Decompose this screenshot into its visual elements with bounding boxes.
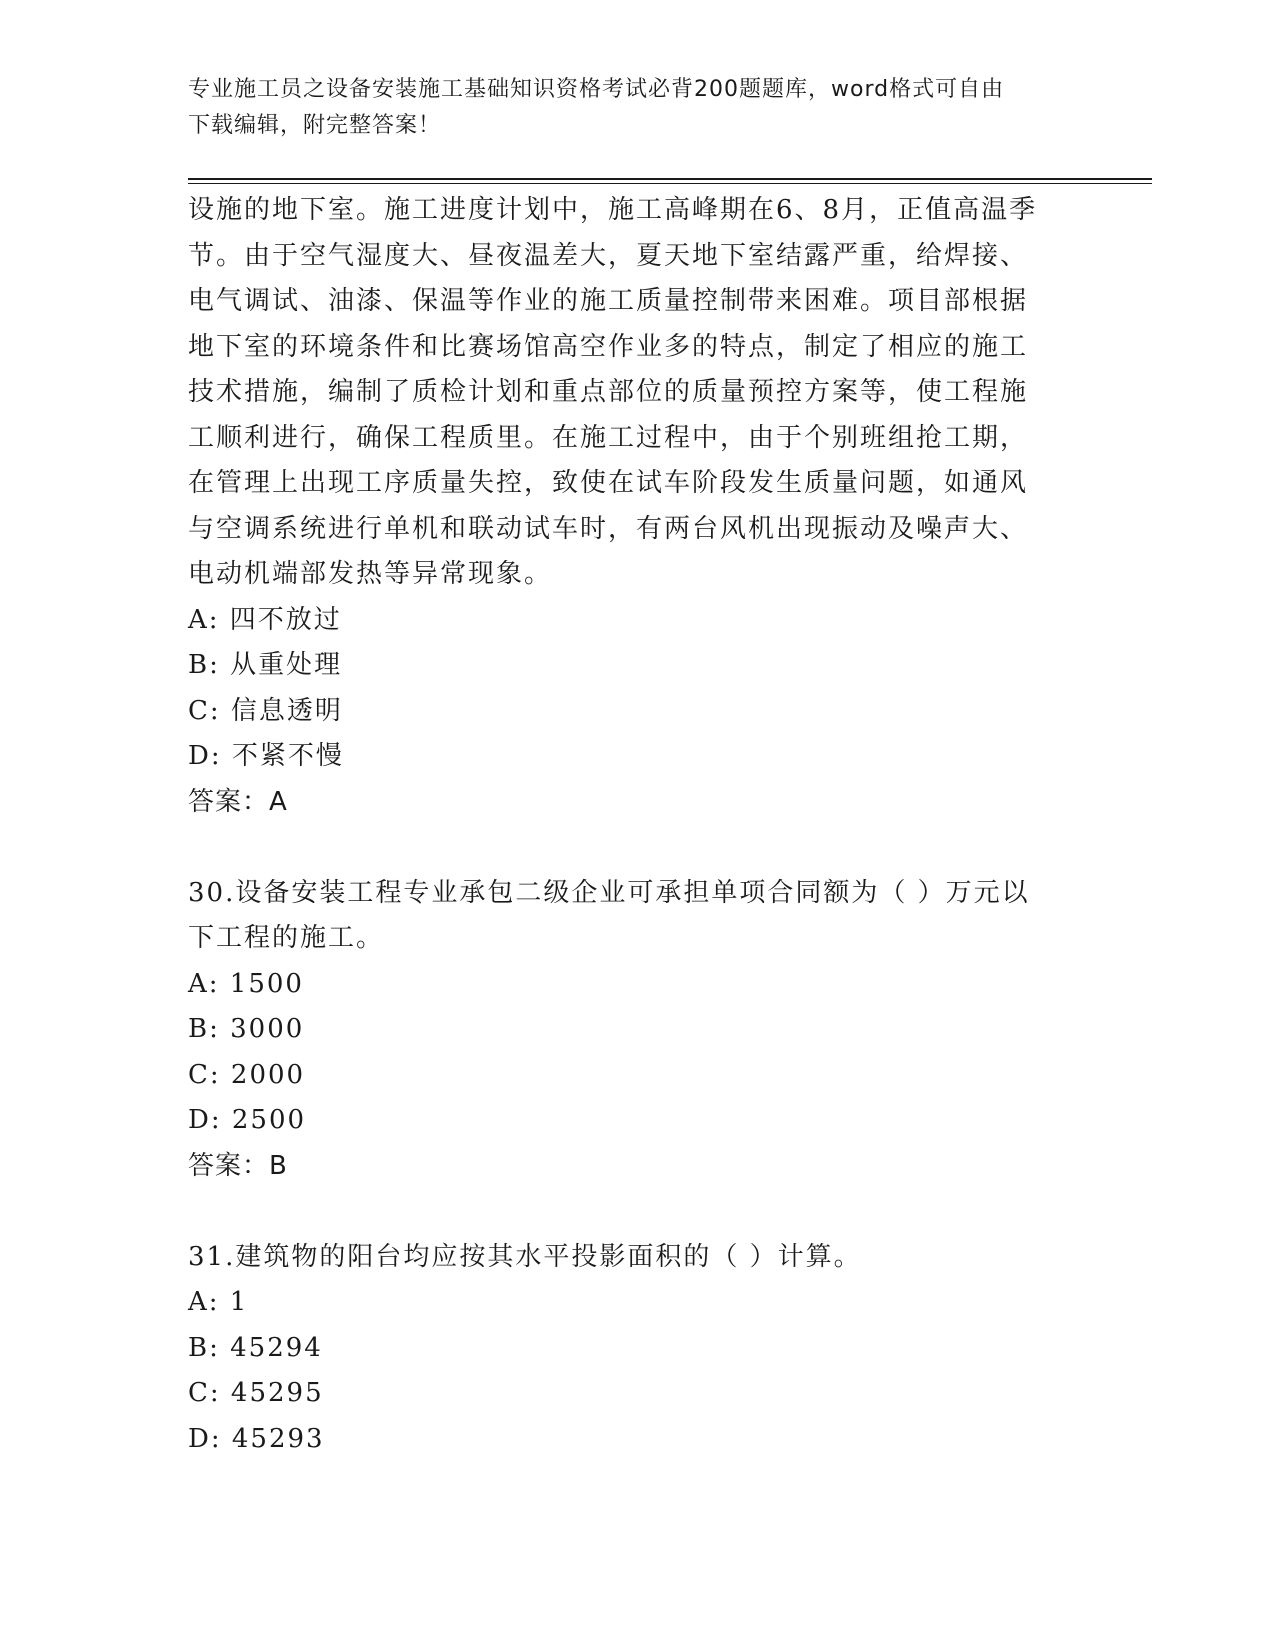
question-30: [188, 871, 1088, 1190]
question-stem: [188, 188, 1088, 598]
stem-line: 在管理上出现工序质量失控，致使在试车阶段发生质量问题，如通风: [188, 468, 1029, 498]
option-c: C: 45295: [188, 1378, 324, 1408]
stem-line: 30.设备安装工程专业承包二级企业可承担单项合同额为（ ）万元以: [188, 877, 1030, 908]
stem-line: 电气调试、油漆、保温等作业的施工质量控制带来困难。项目部根据: [188, 286, 1029, 316]
question-list: [188, 188, 1088, 1462]
stem-line: 节。由于空气湿度大、昼夜温差大，夏天地下室结露严重，给焊接、: [188, 240, 1029, 271]
option-b: B: 从重处理: [188, 650, 343, 680]
header-line-2: 下载编辑，附完整答案！: [188, 113, 442, 138]
spacer: [188, 1189, 1088, 1235]
stem-line: 技术措施，编制了质检计划和重点部位的质量预控方案等，使工程施: [188, 377, 1029, 407]
spacer: [188, 825, 1088, 871]
option-d: D: 45293: [188, 1423, 325, 1454]
stem-line: 31.建筑物的阳台均应按其水平投影面积的（ ）计算。: [188, 1241, 862, 1272]
stem-line: 设施的地下室。施工进度计划中，施工高峰期在6、8月，正值高温季: [188, 195, 1038, 225]
stem-line: 地下室的环境条件和比赛场馆高空作业多的特点，制定了相应的施工: [188, 331, 1029, 362]
option-d: D: 2500: [188, 1105, 307, 1135]
answer-line: 答案：A: [188, 786, 288, 817]
document-header: [188, 72, 1088, 144]
question-29: [188, 188, 1088, 825]
header-divider-thin: [188, 183, 1152, 184]
stem-line: 电动机端部发热等异常现象。: [188, 559, 553, 589]
option-a: A: 1500: [188, 968, 304, 999]
stem-line: 工顺利进行，确保工程质里。在施工过程中，由于个别班组抢工期，: [188, 422, 1029, 453]
option-a: A: 1: [188, 1287, 249, 1317]
question-31: [188, 1235, 1088, 1463]
option-d: D: 不紧不慢: [188, 741, 344, 771]
answer-line: 答案：B: [188, 1150, 288, 1181]
option-c: C: 2000: [188, 1059, 306, 1090]
question-stem: [188, 1235, 1088, 1281]
header-line-1: 专业施工员之设备安装施工基础知识资格考试必背200题题库，word格式可自由: [188, 77, 1005, 102]
stem-line: 与空调系统进行单机和联动试车时，有两台风机出现振动及噪声大、: [188, 513, 1029, 544]
question-stem: [188, 871, 1088, 962]
option-a: A: 四不放过: [188, 604, 342, 635]
option-c: C: 信息透明: [188, 695, 343, 726]
option-b: B: 3000: [188, 1014, 305, 1044]
option-b: B: 45294: [188, 1332, 323, 1363]
header-divider-thick: [188, 178, 1152, 180]
stem-line: 下工程的施工。: [188, 923, 385, 953]
